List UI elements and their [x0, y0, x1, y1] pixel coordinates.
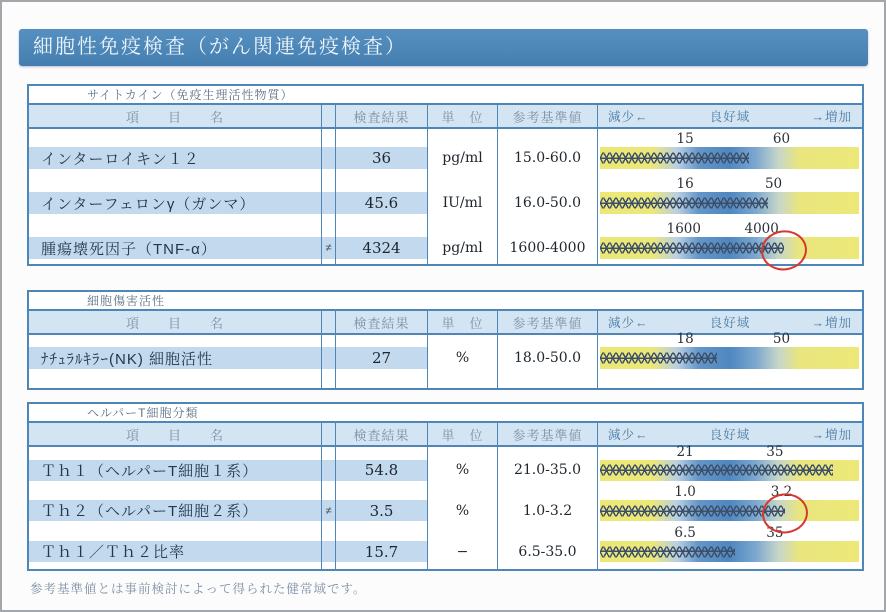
bar-max-label: 60	[772, 131, 791, 147]
item-label: インターフェロンγ（ガンマ）	[29, 192, 321, 214]
table-body	[29, 129, 862, 264]
unit-column-header: 単 位	[428, 423, 498, 445]
reference-column-header: 参考基準値	[498, 311, 598, 333]
item-column-header: 項 目 名	[29, 105, 322, 127]
bar-max-label: 35	[766, 525, 784, 542]
reference-range: 16.0-50.0	[513, 195, 582, 211]
table-row	[29, 331, 862, 388]
abnormal-flag	[322, 541, 335, 562]
table-row	[29, 443, 862, 488]
value-chain	[600, 465, 833, 476]
bar-max-label: 50	[772, 331, 791, 347]
unit-label: IU/ml	[442, 195, 483, 211]
range-bar	[600, 147, 859, 169]
cytokine-table	[27, 84, 864, 266]
flag-column-header	[322, 105, 336, 127]
reference-range: 21.0-35.0	[513, 462, 582, 479]
unit-label: %	[455, 350, 470, 366]
column-header-row	[29, 311, 862, 335]
reference-range: 1600-4000	[509, 240, 586, 256]
table-row	[29, 219, 862, 264]
reference-column-header: 参考基準値	[498, 423, 598, 445]
range-bar	[600, 192, 859, 214]
helper-t-table	[27, 402, 864, 571]
table-row	[29, 129, 862, 174]
page-title: 細胞性免疫検査（がん関連免疫検査）	[19, 29, 868, 66]
bar-max-label: 50	[764, 176, 783, 192]
range-bar-cell	[598, 129, 862, 174]
unit-column-header: 単 位	[428, 311, 498, 333]
result-value: 54.8	[336, 460, 427, 481]
table-row	[29, 484, 862, 529]
range-bar-cell	[598, 174, 862, 219]
result-value: 36	[336, 147, 427, 169]
bar-column-header	[598, 311, 862, 333]
bar-min-label: 21	[676, 443, 694, 460]
range-bar	[600, 500, 859, 521]
range-bar-cell	[598, 331, 862, 388]
result-value: 27	[336, 347, 427, 369]
reference-range: 15.0-60.0	[513, 150, 582, 166]
item-column-header: 項 目 名	[29, 423, 322, 445]
table-row	[29, 174, 862, 219]
bar-min-label: 16	[676, 176, 694, 192]
bar-min-label: 18	[676, 331, 694, 347]
range-bar-cell	[598, 443, 862, 488]
unit-label: −	[456, 543, 469, 560]
bar-min-label: 1600	[666, 221, 701, 237]
abnormal-flag: ≠	[322, 237, 335, 259]
range-bar	[600, 347, 859, 369]
table-body	[29, 443, 862, 569]
result-column-header: 検査結果	[336, 423, 428, 445]
item-label: Ｔｈ１／Ｔｈ２比率	[29, 541, 321, 562]
increase-arrow-label: →増加	[811, 316, 852, 330]
unit-column-header: 単 位	[428, 105, 498, 127]
reference-column-header: 参考基準値	[498, 105, 598, 127]
result-column-header: 検査結果	[336, 311, 428, 333]
decrease-arrow-label: 減少←	[608, 428, 649, 442]
column-header-row	[29, 105, 862, 129]
good-zone-label: 良好域	[709, 110, 751, 124]
reference-range: 1.0-3.2	[522, 502, 573, 519]
group-label: サイトカイン（免疫生理活性物質）	[87, 88, 294, 102]
reference-range: 6.5-35.0	[518, 543, 577, 560]
flag-column-header	[322, 423, 336, 445]
table-body	[29, 331, 862, 388]
item-label: Ｔｈ１（ヘルパーT細胞１系）	[29, 460, 321, 481]
item-label: インターロイキン１２	[29, 147, 321, 169]
unit-label: pg/ml	[442, 240, 483, 256]
result-column-header: 検査結果	[336, 105, 428, 127]
range-bar-cell	[598, 484, 862, 529]
range-bar	[600, 460, 859, 481]
increase-arrow-label: →増加	[811, 428, 852, 442]
range-bar-cell	[598, 525, 862, 569]
bar-max-label: 35	[766, 443, 784, 460]
decrease-arrow-label: 減少←	[608, 316, 649, 330]
bar-max-label: 4000	[744, 221, 779, 237]
value-chain	[600, 153, 749, 164]
column-header-row	[29, 423, 862, 447]
bar-min-label: 1.0	[674, 484, 696, 501]
value-chain	[600, 243, 784, 254]
value-chain	[600, 353, 717, 364]
reference-range: 18.0-50.0	[513, 350, 582, 366]
group-label: ヘルパーT細胞分類	[87, 406, 199, 420]
bar-max-label: 3.2	[770, 484, 793, 501]
abnormal-flag	[322, 192, 335, 214]
result-value: 45.6	[336, 192, 427, 214]
unit-label: %	[455, 502, 470, 519]
unit-label: %	[455, 462, 470, 479]
item-label: Ｔｈ２（ヘルパーT細胞２系）	[29, 500, 321, 521]
unit-label: pg/ml	[442, 150, 483, 166]
value-chain	[600, 546, 735, 557]
table-group-header	[29, 86, 862, 105]
bar-column-header	[598, 423, 862, 445]
cytotoxicity-table	[27, 290, 864, 390]
item-label: 腫瘍壊死因子（TNF-α）	[29, 237, 321, 259]
result-value: 4324	[336, 237, 427, 259]
range-bar	[600, 541, 859, 562]
abnormal-flag: ≠	[322, 500, 335, 521]
item-label: ﾅﾁｭﾗﾙｷﾗｰ(NK) 細胞活性	[29, 347, 321, 369]
table-group-header	[29, 292, 862, 311]
good-zone-label: 良好域	[709, 316, 751, 330]
footnote: 参考基準値とは事前検討によって得られた健常域です。	[30, 582, 367, 596]
bar-column-header	[598, 105, 862, 127]
bar-min-label: 6.5	[674, 525, 696, 542]
decrease-arrow-label: 減少←	[608, 110, 649, 124]
item-column-header: 項 目 名	[29, 311, 322, 333]
good-zone-label: 良好域	[709, 428, 751, 442]
value-chain	[600, 505, 785, 516]
abnormal-flag	[322, 347, 335, 369]
increase-arrow-label: →増加	[811, 110, 852, 124]
abnormal-flag	[322, 460, 335, 481]
abnormal-flag	[322, 147, 335, 169]
table-group-header	[29, 404, 862, 423]
value-chain	[600, 198, 768, 209]
group-label: 細胞傷害活性	[87, 294, 166, 308]
range-bar	[600, 237, 859, 259]
result-value: 15.7	[336, 541, 427, 562]
bar-min-label: 15	[676, 131, 694, 147]
range-bar-cell	[598, 219, 862, 264]
flag-column-header	[322, 311, 336, 333]
result-value: 3.5	[336, 500, 427, 521]
table-row	[29, 525, 862, 569]
